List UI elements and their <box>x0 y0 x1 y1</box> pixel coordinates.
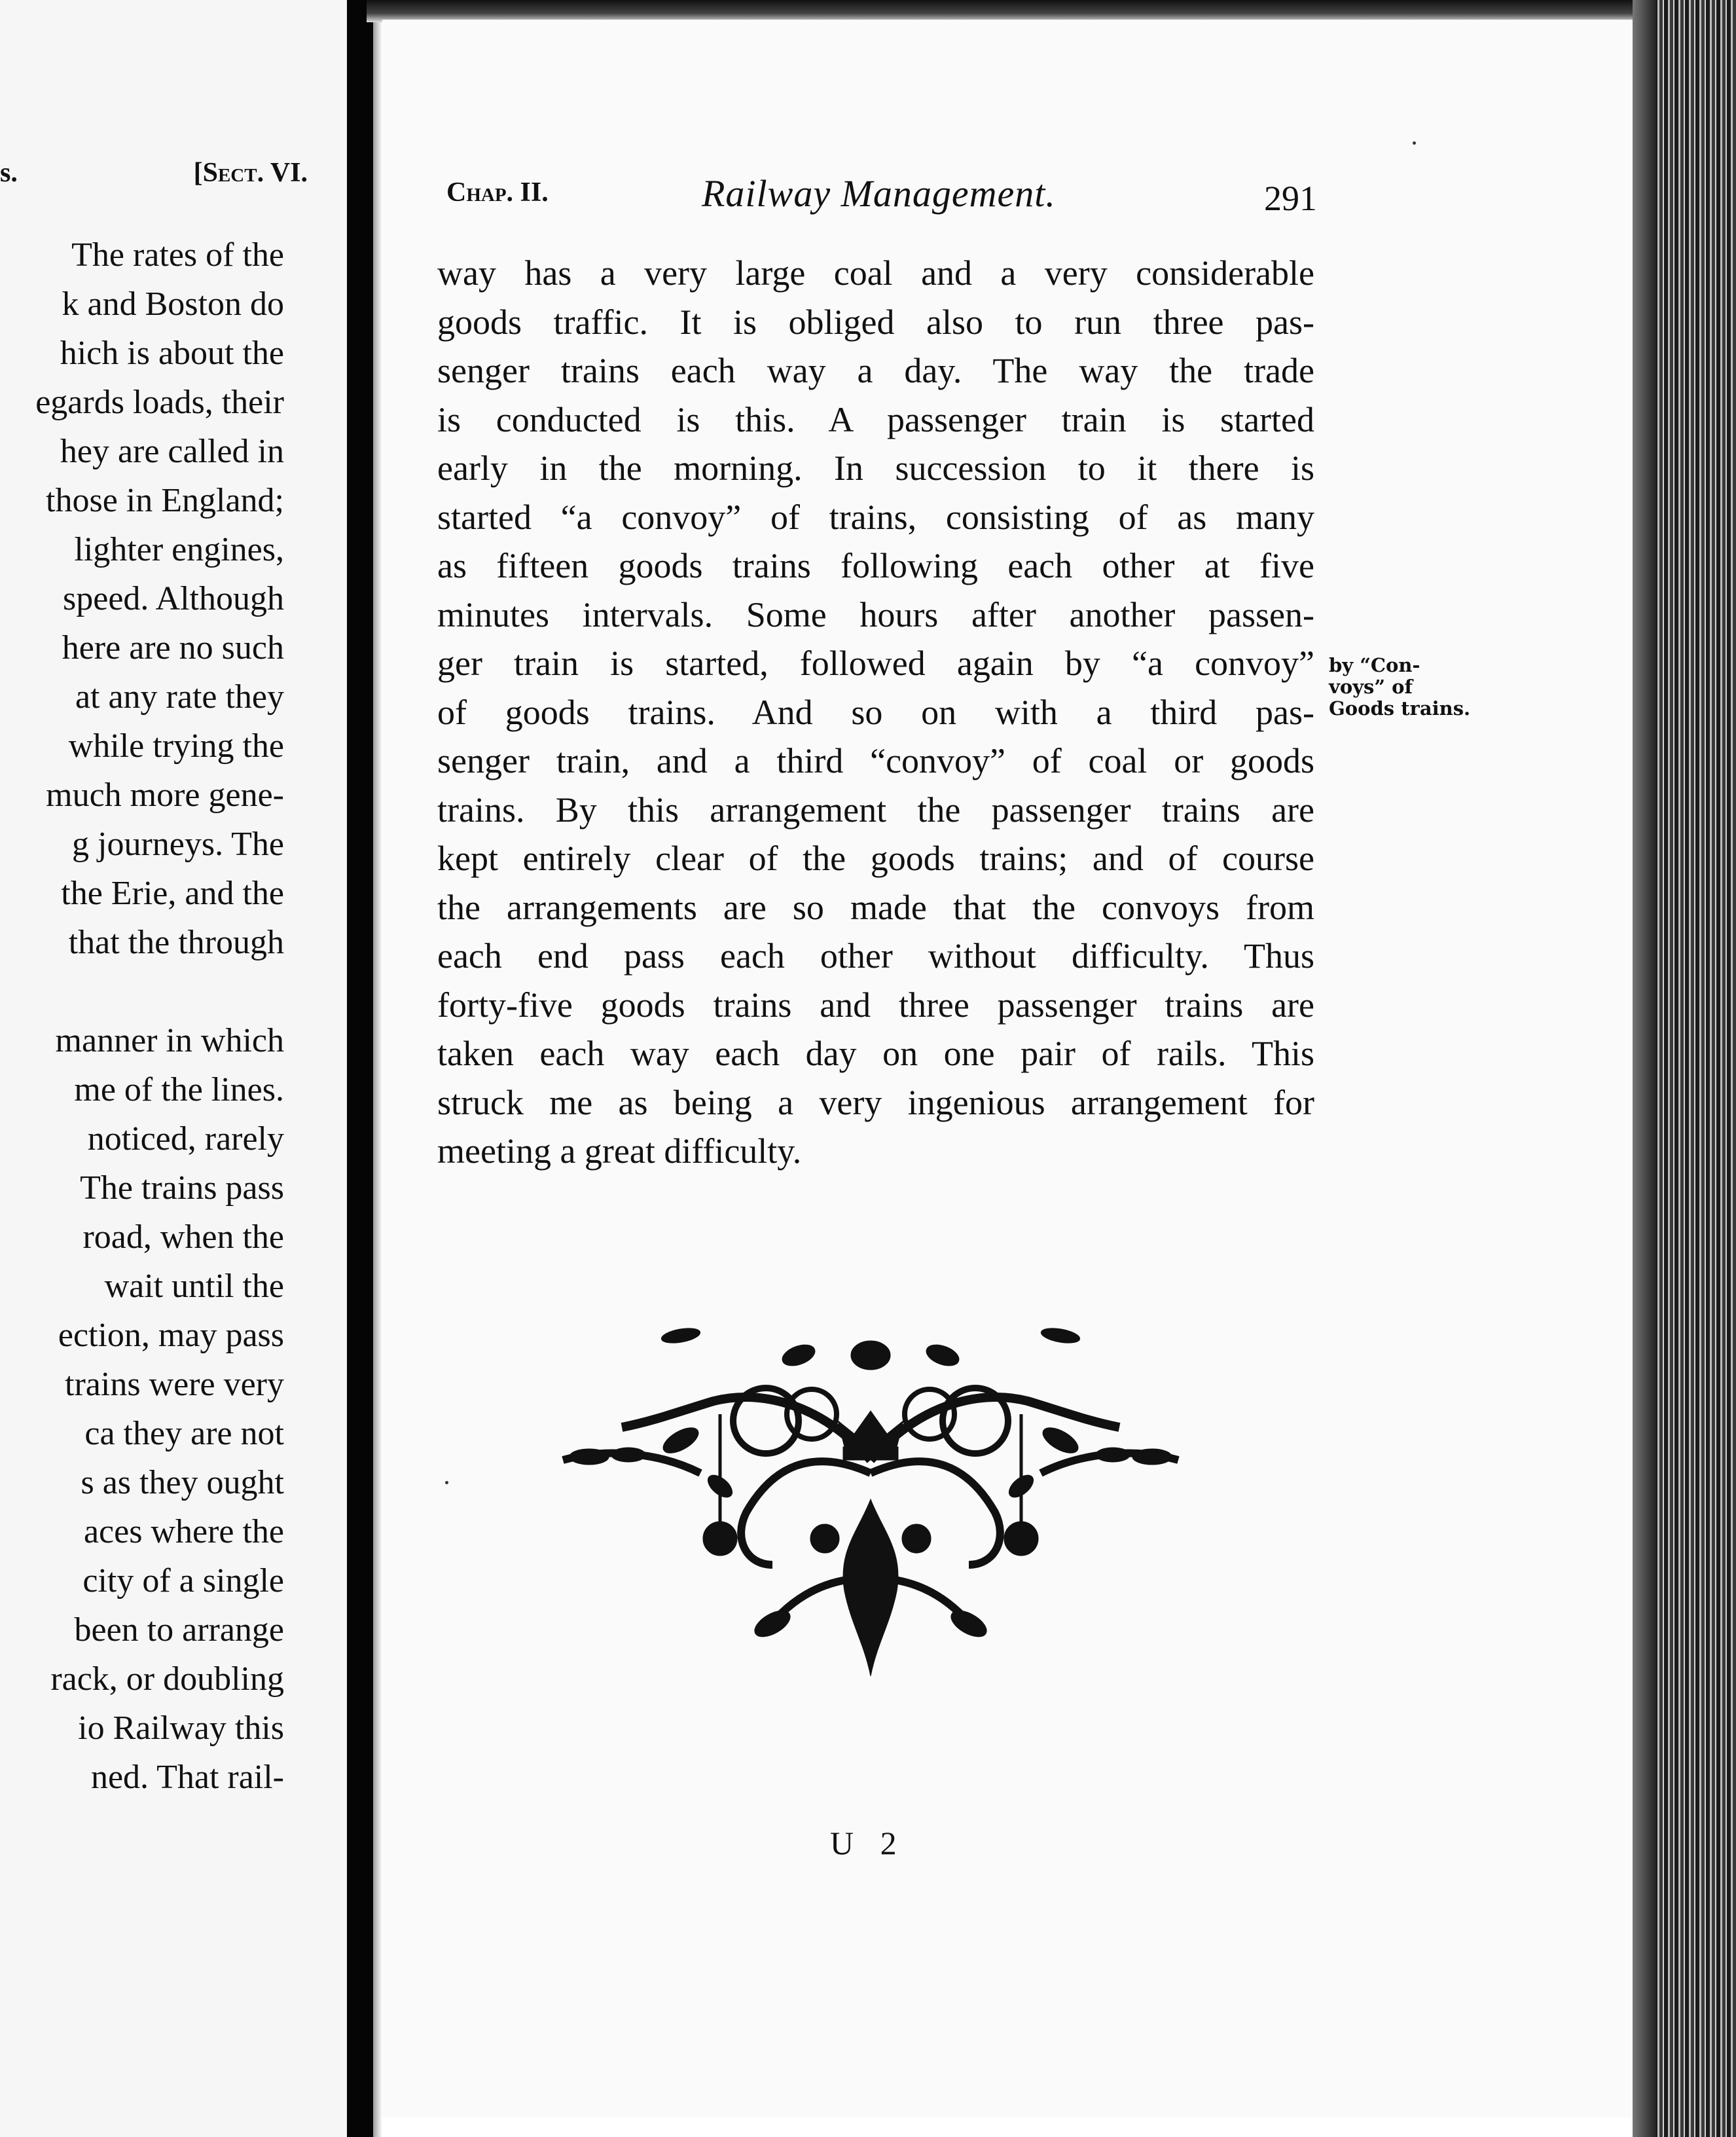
left-page <box>0 0 347 2137</box>
left-text-line: s as they ought <box>81 1464 284 1501</box>
margin-note-line: Goods trains. <box>1329 697 1471 720</box>
margin-note <box>1329 655 1499 720</box>
body-text-line: early in the morning. In succession to it there is <box>437 448 1314 488</box>
left-text-line: those in England; <box>46 482 284 519</box>
gutter-shadow <box>373 0 382 2137</box>
page-speck <box>445 1481 448 1484</box>
left-section-label: [Sect. VI. <box>193 158 308 188</box>
body-text-line: of goods trains. And so on with a third pas- <box>437 692 1314 732</box>
left-text-line: k and Boston do <box>62 285 284 323</box>
margin-note-line: by “Con- <box>1329 654 1420 676</box>
body-text-line: as fifteen goods trains following each other at five <box>437 546 1314 585</box>
left-text-line: noticed, rarely <box>87 1120 284 1158</box>
body-text-line: each end pass each other without difficulty. Thus <box>437 936 1314 976</box>
left-header-fragment: s. <box>0 158 18 188</box>
body-text-line: meeting a great difficulty. <box>437 1131 802 1171</box>
left-text-line: me of the lines. <box>74 1071 284 1108</box>
left-text-line: aces where the <box>83 1513 284 1550</box>
left-text-line: manner in which <box>55 1022 284 1059</box>
left-text-line: The rates of the <box>71 236 284 274</box>
left-text-line: road, when the <box>82 1218 284 1256</box>
left-text-line: that the through <box>68 924 284 961</box>
left-text-line: The trains pass <box>80 1169 284 1207</box>
left-text-line: ca they are not <box>84 1415 284 1452</box>
ornament-tailpiece <box>550 1316 1191 1689</box>
left-text-line: wait until the <box>104 1268 284 1305</box>
left-text-line: been to arrange <box>74 1611 284 1649</box>
body-text-line: struck me as being a very ingenious arrangement for <box>437 1082 1314 1122</box>
body-text-line: started “a convoy” of trains, consisting of as many <box>437 497 1314 537</box>
left-text-line: g journeys. The <box>72 826 284 863</box>
body-text-line: senger trains each way a day. The way the trade <box>437 351 1314 390</box>
body-text-line: forty-five goods trains and three passenger trains are <box>437 985 1314 1025</box>
left-text-line: hich is about the <box>60 335 284 372</box>
body-text-line: minutes intervals. Some hours after another passen- <box>437 594 1314 634</box>
signature-mark: U 2 <box>830 1825 906 1861</box>
left-running-header <box>0 157 308 196</box>
body-text-line: senger train, and a third “convoy” of coal or goods <box>437 741 1314 780</box>
left-text-line: ned. That rail- <box>90 1759 284 1796</box>
left-text-line <box>0 967 284 1016</box>
page-speck <box>1413 141 1416 145</box>
top-scan-border <box>367 0 1676 22</box>
body-text-line: ger train is started, followed again by “a convoy” <box>437 644 1314 683</box>
left-text-line: the Erie, and the <box>61 875 284 912</box>
left-text-line: trains were very <box>65 1366 284 1403</box>
left-page-text <box>0 230 284 1802</box>
left-text-line: ection, may pass <box>58 1317 284 1354</box>
body-text-line: taken each way each day on one pair of rails. This <box>437 1034 1314 1073</box>
left-text-line: rack, or doubling <box>50 1660 284 1698</box>
page-number: 291 <box>1264 179 1317 218</box>
left-text-line: speed. Although <box>63 580 284 617</box>
body-text <box>437 249 1314 1176</box>
left-text-line: at any rate they <box>75 678 284 716</box>
left-text-line: egards loads, their <box>35 384 284 421</box>
body-text-line: kept entirely clear of the goods trains; and of course <box>437 839 1314 878</box>
chapter-label: Chap. II. <box>446 177 549 208</box>
left-text-line: lighter engines, <box>74 531 284 568</box>
running-title: Railway Management. <box>702 172 1056 215</box>
body-text-line: the arrangements are so made that the convoys from <box>437 887 1314 927</box>
body-text-line: goods traffic. It is obliged also to run three pas- <box>437 302 1314 342</box>
left-text-line: io Railway this <box>78 1709 284 1747</box>
left-text-line: here are no such <box>62 629 284 667</box>
body-text-line: is conducted is this. A passenger train is started <box>437 399 1314 439</box>
margin-note-line: voys” of <box>1329 676 1413 698</box>
left-text-line: much more gene- <box>46 776 284 814</box>
left-text-line: city of a single <box>82 1562 284 1599</box>
running-header <box>446 172 1317 224</box>
body-text-line: way has a very large coal and a very considerable <box>437 253 1314 293</box>
body-text-line: trains. By this arrangement the passenger trains are <box>437 790 1314 830</box>
left-text-line: while trying the <box>68 727 284 765</box>
left-text-line: hey are called in <box>60 433 284 470</box>
book-edge-shadow <box>1633 0 1656 2137</box>
book-gutter <box>347 0 373 2137</box>
